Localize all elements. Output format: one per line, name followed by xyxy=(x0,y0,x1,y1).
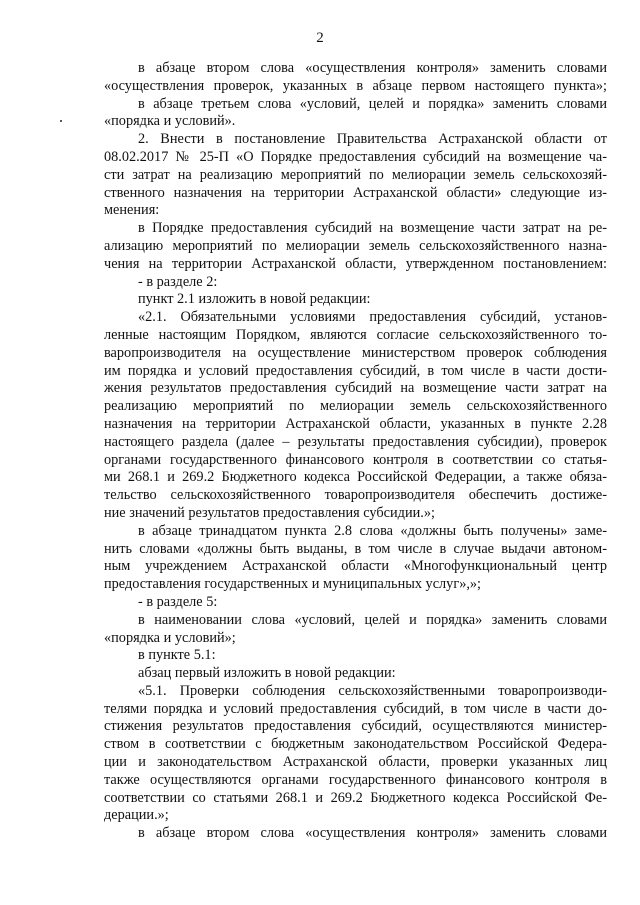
text-line: ным учреждением Астраханской области «Многофункциональный центр xyxy=(104,558,607,575)
text-line: телями порядка и условий предоставления субсидий, в том числе в части до- xyxy=(104,700,607,717)
text-line: ленные настоящим Порядком, являются согласие сельскохозяйственного то- xyxy=(104,326,607,343)
text-line: в наименовании слова «условий, целей и порядка» заменить словами xyxy=(138,611,607,628)
text-line: нить словами «должны быть выданы, в том числе в случае выдачи автоном- xyxy=(104,540,607,557)
text-line: дерации.»; xyxy=(104,807,169,824)
text-line: тельство сельскохозяйственного товаропроизводителя обеспечить достиже- xyxy=(104,487,607,504)
text-line: в пункте 5.1: xyxy=(138,647,216,664)
text-line: органами государственного финансового контроля в соответствии со статья- xyxy=(104,451,607,468)
text-line: менения: xyxy=(104,202,160,219)
text-line: «5.1. Проверки соблюдения сельскохозяйственными товаропроизводи- xyxy=(138,682,607,699)
text-line: ством в соответствии с бюджетным законодательством Российской Федера- xyxy=(104,736,607,753)
text-line: ние значений результатов предоставления субсидии.»; xyxy=(104,504,435,521)
page-number: 2 xyxy=(316,30,324,46)
scan-dot-mark xyxy=(60,120,62,122)
text-line: им порядка и условий предоставления субсидий, в том числе в части дости- xyxy=(104,362,607,379)
text-line: также осуществляются органами государственного финансового контроля в xyxy=(104,771,607,788)
document-body xyxy=(104,60,607,843)
text-line: сти затрат на реализацию мероприятий по мелиорации земель сельскохозяй- xyxy=(104,166,607,183)
text-line: - в разделе 2: xyxy=(138,273,218,290)
text-line: реализацию мероприятий по мелиорации земель сельскохозяйственного xyxy=(104,398,607,415)
text-line: пункт 2.1 изложить в новой редакции: xyxy=(138,291,371,308)
text-line: чения на территории Астраханской области, утвержденном постановлением: xyxy=(104,255,607,272)
text-line: ции и законодательством Астраханской области, проверки указанных лиц xyxy=(104,754,607,771)
text-line: соответствии со статьями 268.1 и 269.2 Бюджетного кодекса Российской Фе- xyxy=(104,789,607,806)
text-line: настоящего раздела (далее – результаты предоставления субсидии), проверок xyxy=(104,433,607,450)
text-line: 08.02.2017 № 25-П «О Порядке предоставления субсидий на возмещение ча- xyxy=(104,148,607,165)
text-line: «порядка и условий». xyxy=(104,113,236,130)
text-line: стижения результатов предоставления субсидий, осуществляются министер- xyxy=(104,718,607,735)
text-line: в абзаце тринадцатом пункта 2.8 слова «должны быть получены» заме- xyxy=(138,522,607,539)
text-line: в Порядке предоставления субсидий на возмещение части затрат на ре- xyxy=(138,220,607,237)
text-line: «осуществления проверок, указанных в абзаце первом настоящего пункта»; xyxy=(104,77,607,94)
text-line: ственного назначения на территории Астраханской области» следующие из- xyxy=(104,184,607,201)
text-line: 2. Внести в постановление Правительства Астраханской области от xyxy=(138,131,607,148)
text-line: в абзаце третьем слова «условий, целей и порядка» заменить словами xyxy=(138,95,607,112)
text-line: варопроизводителя на осуществление министерством проверок соблюдения xyxy=(104,344,607,361)
text-line: - в разделе 5: xyxy=(138,593,218,610)
text-line: назначения на территории Астраханской области, указанных в пункте 2.28 xyxy=(104,415,607,432)
text-line: «2.1. Обязательными условиями предоставления субсидий, установ- xyxy=(138,309,607,326)
text-line: в абзаце втором слова «осуществления контроля» заменить словами xyxy=(138,825,607,842)
text-line: абзац первый изложить в новой редакции: xyxy=(138,665,396,682)
text-line: предоставления государственных и муниципальных услуг»,»; xyxy=(104,576,482,593)
text-line: ми 268.1 и 269.2 Бюджетного кодекса Российской Федерации, а также обяза- xyxy=(104,469,607,486)
text-line: жения результатов предоставления субсидий на возмещение части затрат на xyxy=(104,380,607,397)
text-line: «порядка и условий»; xyxy=(104,629,236,646)
text-line: в абзаце втором слова «осуществления контроля» заменить словами xyxy=(138,60,607,76)
text-line: ализацию мероприятий по мелиорации земель сельскохозяйственного назна- xyxy=(104,237,607,254)
